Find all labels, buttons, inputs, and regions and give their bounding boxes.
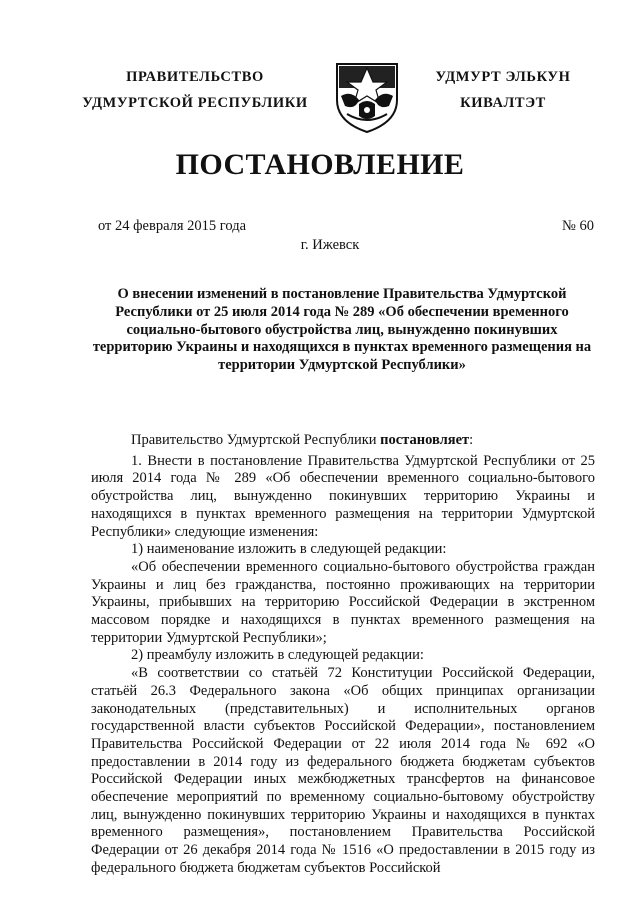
document-city: г. Ижевск <box>300 237 360 253</box>
coat-of-arms-emblem <box>331 60 403 134</box>
paragraph-1: 1. Внести в постановление Правительства Удмуртской Республики от 25 июля 2014 года № 289 «Об обеспечении временного социально-бытового обустройства лиц, вынужденно покинувших территорию Украины и находящихся в пунктах временного размещения на территории Удмуртской Республики» следующие изменения: <box>91 452 595 540</box>
paragraph-2: 1) наименование изложить в следующей редакции: <box>131 541 447 558</box>
intro-text: Правительство Удмуртской Республики <box>131 432 381 448</box>
document-type-title: ПОСТАНОВЛЕНИЕ <box>175 148 465 181</box>
intro-colon: : <box>469 432 474 448</box>
paragraph-4: 2) преамбулу изложить в следующей редакции: <box>131 647 424 664</box>
intro-decree-word: постановляет <box>380 432 470 448</box>
header-left-line2: УДМУРТСКОЙ РЕСПУБЛИКИ <box>82 95 308 111</box>
header-government-ru <box>80 64 310 116</box>
header-government-udm <box>418 64 588 116</box>
resolution-title: О внесении изменений в постановление Правительства Удмуртской Республики от 25 июля 2014 года № 289 «Об обеспечении временного социально-бытового обустройства лиц, вынужденно покинувших территорию Украины и находящихся в пунктах временного размещения на территории Удмуртской Республики» <box>92 286 592 374</box>
document-date: от 24 февраля 2015 года <box>98 218 247 234</box>
header-right-line1: УДМУРТ ЭЛЬКУН <box>435 69 571 85</box>
intro-paragraph <box>91 432 595 450</box>
document-body <box>91 432 595 878</box>
header-right-line2: КИВАЛТЭТ <box>460 95 546 111</box>
paragraph-5: «В соответствии со статьёй 72 Конституции Российской Федерации, статьёй 26.3 Федерального закона «Об общих принципах организации законодательных (представительных) и исполнительных органов государственной власти субъектов Российской Федерации», постановлением Правительства Российской Федерации от 22 июля 2014 года № 692 «О предоставлении в 2014 году из федерального бюджета бюджетам субъектов Российской Федерации иных межбюджетных трансфертов на финансовое обеспечение мероприятий по временному социально-бытовому обустройству лиц, вынужденно покинувших территорию Украины и находящихся в пунктах временного размещения», постановлением Правительства Российской Федерации от 26 декабря 2014 года № 1516 «О предоставлении в 2015 году из федерального бюджета бюджетам субъектов Российской <box>91 665 595 876</box>
paragraph-3: «Об обеспечении временного социально-бытового обустройства граждан Украины и лиц без гражданства, постоянно проживающих на территории Украины, прибывших на территорию Российской Федерации в экстренном массовом порядке и находящихся в пунктах временного размещения на территории Удмуртской Республики»; <box>91 558 595 646</box>
document-number: № 60 <box>562 218 594 234</box>
header-left-line1: ПРАВИТЕЛЬСТВО <box>126 69 264 85</box>
